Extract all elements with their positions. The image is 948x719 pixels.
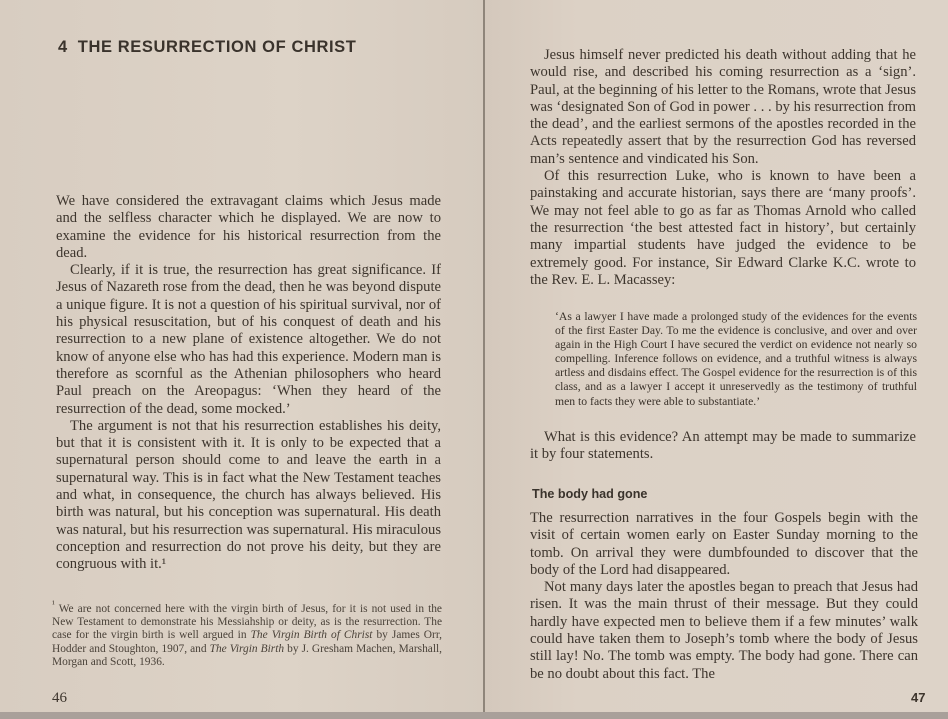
- chapter-number: 4: [58, 38, 68, 56]
- footnote-text: We are not concerned here with the virgin birth of Jesus, for it is not used in the New Testament to demonstrate his Messiahship or deity, as is the resurrection. The case for the virgin birth is well argued in: [52, 602, 442, 642]
- book-gutter: [483, 0, 485, 719]
- paragraph-text: Of this resurrection Luke, who is known to have been a painstaking and accurate historian, says there are ‘many proofs’. We may not feel able to go as far as Thomas Arnold who called the resurrection ‘the best attested fact in history’, but certainly many impartial students have judged the evidence to be extremely good. For instance, Sir Edward Clarke: [530, 168, 916, 271]
- paragraph-text: wrote to the Rev. E. L. Macassey:: [530, 254, 916, 288]
- section-heading: The body had gone: [532, 487, 648, 501]
- paragraph: The argument is not that his resurrection establishes his deity, but that it is consistent with it. It is only to be expected that a supernatural person should come to and leave the earth in a supernatural way. This is in fact what the New Testament teaches and what, in consequence, the church has always believed. His birth was natural, but his conception was supernatural. His death was natural, but his resurrection was supernatural. His miraculous conception and resurrection do not prove his deity, but they are congruous with it.¹: [56, 417, 442, 573]
- paragraph: [530, 168, 916, 289]
- left-body-text: [56, 193, 441, 574]
- paragraph: Not many days later the apostles began to preach that Jesus had risen. It was the main thrust of their message. But they could hardly have expected men to believe them if a few minutes’ walk could have taken them to Joseph’s tomb where the body of Jesus still lay! No. The tomb was empty. The body had gone. There can be no doubt about this fact. The: [530, 579, 918, 682]
- book-title: The Virgin Birth of Christ: [250, 629, 373, 642]
- book-title: The Virgin Birth: [209, 642, 285, 655]
- paragraph: The resurrection narratives in the four Gospels begin with the visit of certain women early on Easter Sunday morning to the tomb. On arrival they were dumbfounded to discover that the body of the Lord had disappeared.: [530, 510, 918, 578]
- paragraph: Clearly, if it is true, the resurrection has great significance. If Jesus of Nazareth rose from the dead, then he was beyond dispute a unique figure. It is not a question of his spiritual survival, nor of his physical resuscitation, but of his conquest of death and his resurrection to a new plane of existence altogether. We do not know of anyone else who has had this experience. Modern man is therefore as scornful as the Athenian philosophers who heard Paul preach on the Areopagus: ‘When they heard of the resurrection of the dead, some mocked.’: [56, 262, 441, 417]
- footnote: [52, 599, 442, 669]
- footnote-marker: ¹: [52, 600, 55, 610]
- right-body-text: [530, 47, 916, 289]
- paragraph: Jesus himself never predicted his death without adding that he would rise, and described his coming resurrection as a ‘sign’. Paul, at the beginning of his letter to the Romans, wrote that Jesus was ‘designated Son of God in power . . . by his resurrection from the dead’, and the earliest sermons of the apostles recorded in the Acts repeatedly assert that by the resurrection God has reversed man’s sentence and vindicated his Son.: [530, 47, 916, 167]
- footnote-text: by James Orr, Hodder and Stoughton, 1907, and: [52, 629, 442, 655]
- paragraph: We have considered the extravagant claims which Jesus made and the selfless character which he displayed. We are now to examine the evidence for his historical resurrection from the dead.: [56, 193, 441, 261]
- kc-abbreviation: K.C.: [832, 254, 861, 271]
- chapter-title: [58, 38, 356, 57]
- footnote-text: by J. Gresham Machen, Marshall, Morgan and Scott, 1936.: [52, 642, 442, 668]
- chapter-title-text: THE RESURRECTION OF CHRIST: [77, 38, 357, 56]
- page-number-left: 46: [52, 690, 67, 706]
- page-bottom-edge: [0, 712, 948, 719]
- right-body-text: [530, 429, 916, 464]
- right-section-text: [530, 510, 918, 683]
- page-number-right: 47: [911, 690, 926, 705]
- block-quote: ‘As a lawyer I have made a prolonged study of the evidences for the events of the first Easter Day. To me the evidence is conclusive, and over and over again in the High Court I have secured the verdict on evidence not nearly so compelling. Inference follows on evidence, and a truthful witness is always artless and disdains effect. The Gospel evidence for the resurrection is of this class, and as a lawyer I accept it unreservedly as the testimony of truthful men to facts they were able to substantiate.’: [555, 310, 917, 408]
- paragraph: What is this evidence? An attempt may be made to summarize it by four statements.: [530, 429, 916, 463]
